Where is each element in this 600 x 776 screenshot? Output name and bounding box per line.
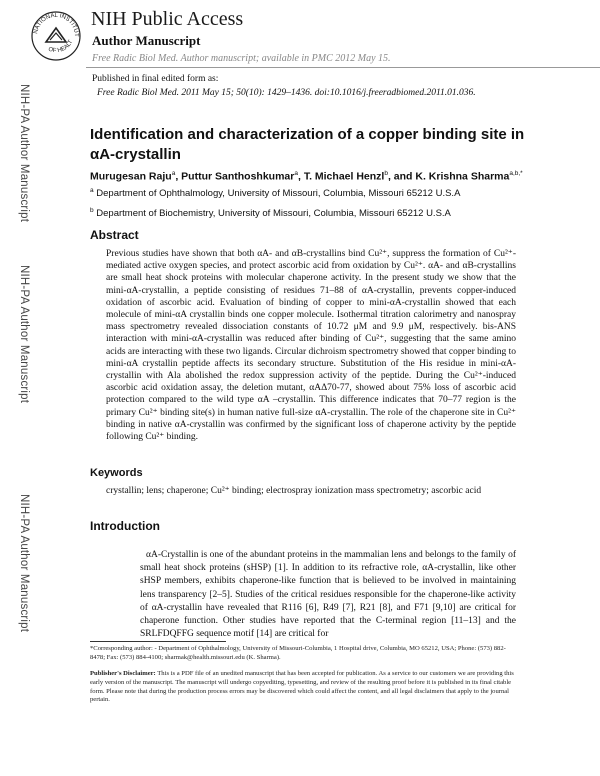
nih-logo xyxy=(28,6,84,62)
corresponding-author-footnote: *Corresponding author: - Department of Ophthalmology, University of Missouri-Columbia, 1 Hospital drive, Columbia, MO 65212, USA; Phone: (573) 882-8478; Fax: (573) 884-4100; sharmak@health.missouri.edu (K. Sharma). xyxy=(90,645,506,661)
author-affiliation-mark: b xyxy=(384,170,388,177)
published-in-label: Published in final edited form as: xyxy=(92,74,219,84)
article-title: Identification and characterization of a copper binding site in αA-crystallin xyxy=(90,126,525,163)
author-affiliation-mark: a xyxy=(171,170,176,177)
affiliation-text: Department of Biochemistry, University of Missouri, Columbia, Missouri 65212 U.S.A xyxy=(96,208,451,220)
header-rule xyxy=(86,67,600,68)
svg-text:OF HEALTH: OF HEALT xyxy=(47,39,75,55)
citation-text: Free Radic Biol Med. 2011 May 15; 50(10): 1429–1436. doi:10.1016/j.freeradbiomed.2011.01.036. xyxy=(97,88,476,98)
nih-public-access-title: NIH Public Access xyxy=(91,8,244,30)
author-name: K. Krishna Sharma xyxy=(415,170,510,183)
author-affiliation-mark: a xyxy=(294,170,298,177)
availability-line: Free Radic Biol Med. Author manuscript; available in PMC 2012 May 15. xyxy=(92,53,391,64)
affiliation-mark: b xyxy=(90,207,94,214)
publisher-disclaimer xyxy=(90,670,518,705)
author-affiliation-mark: a,b,* xyxy=(509,170,523,177)
affiliation-text: Department of Ophthalmology, University of Missouri, Columbia, Missouri 65212 U.S.A xyxy=(96,188,461,200)
side-label-top: NIH-PA Author Manuscript xyxy=(18,84,30,223)
affiliation-a xyxy=(90,187,460,199)
side-label-middle: NIH-PA Author Manuscript xyxy=(18,265,30,404)
citation xyxy=(97,88,476,98)
footnote-rule xyxy=(90,641,226,642)
keywords-list: crystallin; lens; chaperone; Cu²⁺ binding; electrospray ionization mass spectrometry; ascorbic acid xyxy=(106,486,482,496)
author-name: T. Michael Henzl xyxy=(303,170,385,183)
author-name: Puttur Santhoshkumar xyxy=(181,170,295,183)
author-manuscript-label: Author Manuscript xyxy=(92,33,201,48)
disclaimer-text: This is a PDF file of an unedited manuscript that has been accepted for publication. As a service to our customers we are providing this early version of the manuscript. The manuscript will undergo copyediting, typesetting, and review of the resulting proof before it is published in its final citable form. Please note that during the production process errors may be discovered which could affect the content, and all legal disclaimers that apply to the journal pertain. xyxy=(90,670,514,704)
introduction-body: αA-Crystallin is one of the abundant proteins in the mammalian lens and belongs to the family of small heat shock proteins (sHSP) [1]. In addition to its refractive role, αA-crystallin, like other sHSP members, exhibits chaperone-like function that is believed to be involved in maintaining lens transparency [2–5]. Studies of the critical residues responsible for the chaperone-like activity of αA-crystallin have revealed that R116 [6], R49 [7], R21 [8], and F71 [9,10] are critical for chaperone function. Other studies have reported that the C-terminal region [11–13] and the SRLFDQFFG sequence motif [14] are critical for xyxy=(140,550,516,640)
disclaimer-label: Publisher's Disclaimer: xyxy=(90,670,156,677)
affiliation-mark: a xyxy=(90,187,94,194)
keywords-heading: Keywords xyxy=(90,467,143,479)
abstract-heading: Abstract xyxy=(90,228,139,242)
abstract-body: Previous studies have shown that both αA- and αB-crystallins bind Cu²⁺, suppress the formation of Cu²⁺-mediated active oxygen species, and protect ascorbic acid from oxidation by Cu²⁺. αA- and αB-crystallins are small heat shock proteins with molecular chaperone activity. In the present study we show that the mini-αA-crystallin, a peptide consisting of residues 71–88 of αA-crystallin, prevents copper-induced oxidation of ascorbic acid. Evaluation of binding of copper to mini-αA-crystallin showed that each molecule of mini-αA crystallin binds one copper molecule. Isothermal titration calorimetry and nanospray mass spectrometry revealed dissociation constants of 10.72 μM and 9.9 μM, respectively. bis-ANS interaction with mini-αA-crystallin was reduced after binding of Cu²⁺, suggesting that the same amino acids are interacting with these two ligands. Circular dichroism spectrometry showed that copper binding to mini-αA crystallin peptide affects its secondary structure. Substitution of the His residue in mini-αA-crystallin with Ala abolished the redox suppression activity of the peptide. During the Cu²⁺-induced ascorbic acid oxidation assay, the deletion mutant, αAΔ70-77, showed about 75% loss of ascorbic acid protection compared to the wild type αA –crystallin. This difference indicates that 70–77 region is the primary Cu²⁺ binding site(s) in human native full-size αA-crystallin. The role of the chaperone site in Cu²⁺ binding in native αA-crystallin was confirmed by the significant loss of chaperone activity by the peptide following Cu²⁺ binding. xyxy=(106,249,516,443)
side-label-bottom: NIH-PA Author Manuscript xyxy=(18,494,30,633)
introduction-heading: Introduction xyxy=(90,519,160,533)
svg-text:NATIONAL INSTITUTES: NATIONAL INSTITUT xyxy=(33,12,80,37)
author-list: Murugesan Raju$^a$, Puttur Santhoshkumar$^a$, T. Michael Henzl$^b$, and K. Krishna Sharma$^{a,b,*}$ xyxy=(90,170,523,183)
author-name: Murugesan Raju xyxy=(90,170,172,183)
affiliation-b xyxy=(90,207,451,219)
